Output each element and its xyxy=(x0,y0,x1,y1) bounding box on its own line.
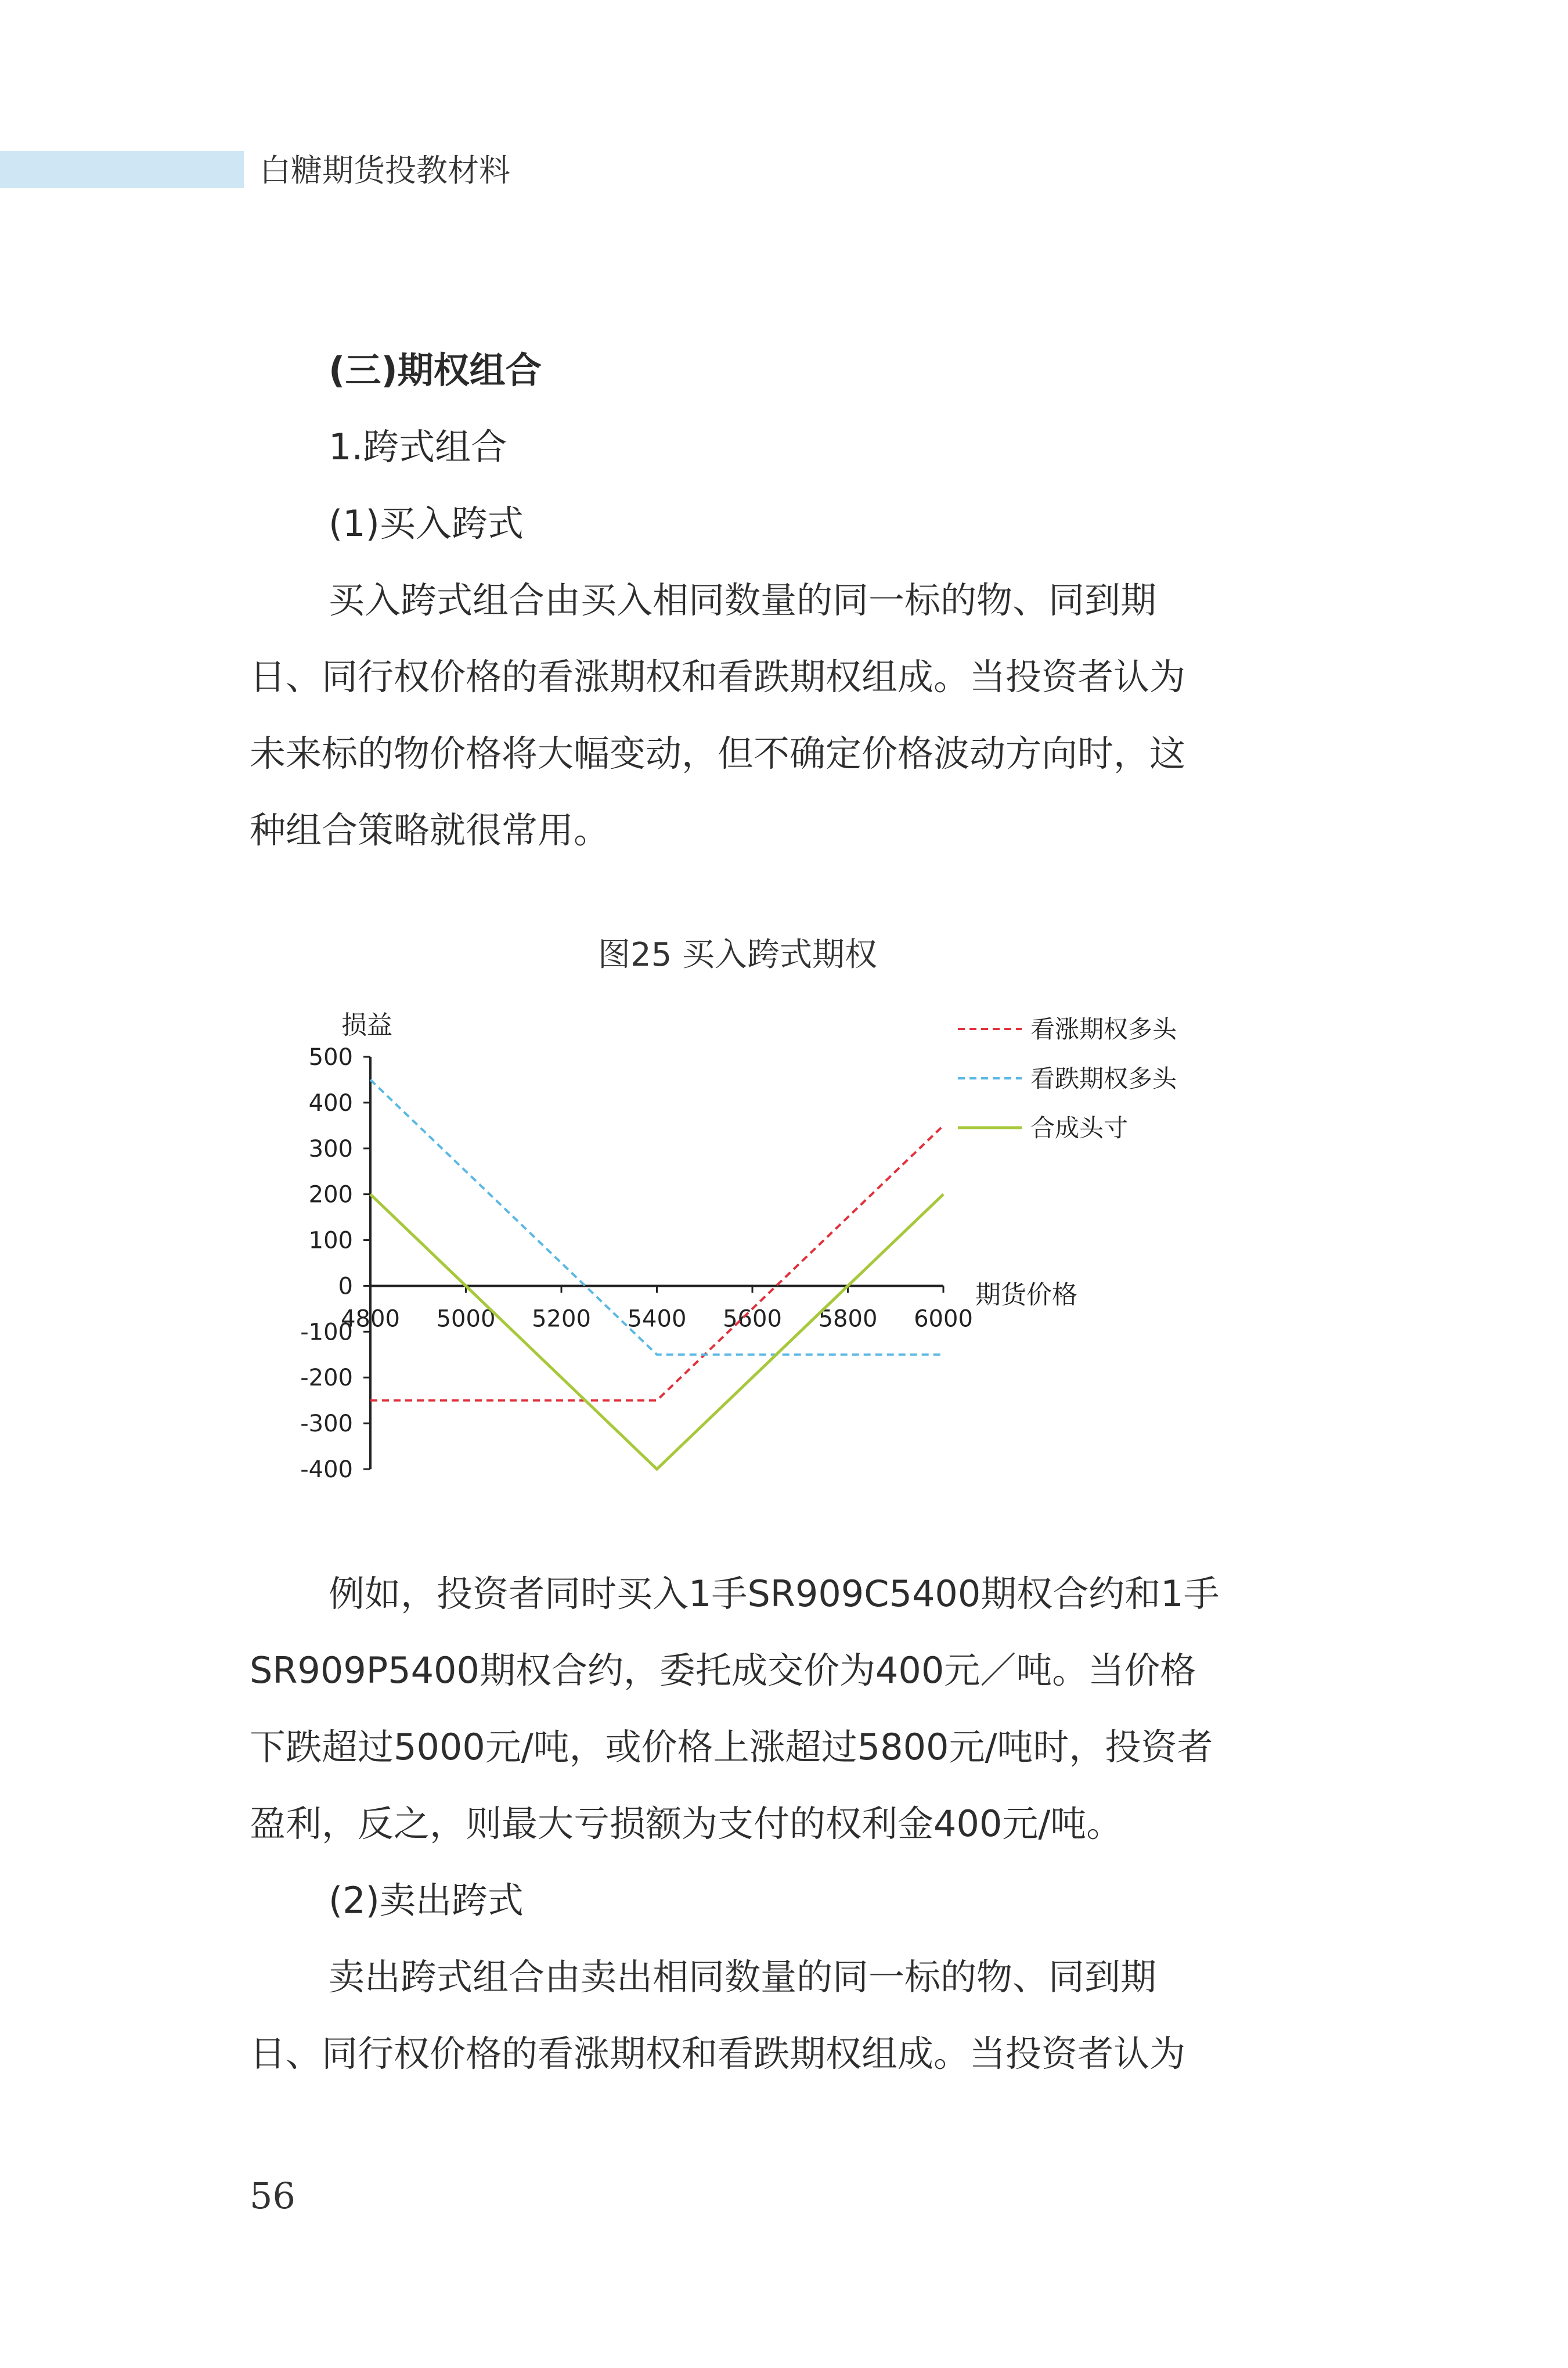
x-tick-label: 4800 xyxy=(341,1305,400,1333)
paragraph-2-line: 例如，投资者同时买入1手SR909C5400期权合约和1手 xyxy=(329,1572,1220,1615)
legend-label: 合成头寸 xyxy=(1030,1114,1129,1142)
x-tick-label: 5200 xyxy=(532,1305,591,1333)
x-tick-label: 5600 xyxy=(723,1305,782,1333)
y-tick-label: 100 xyxy=(308,1227,353,1254)
legend-label: 看涨期权多头 xyxy=(1030,1015,1177,1043)
y-tick-label: 500 xyxy=(308,1044,353,1071)
paragraph-2-line: 下跌超过5000元/吨，或价格上涨超过5800元/吨时，投资者 xyxy=(250,1726,1213,1768)
y-axis-title: 损益 xyxy=(341,1010,392,1040)
header-band xyxy=(0,151,244,188)
series-line xyxy=(370,1125,943,1400)
subheading: 1.跨式组合 xyxy=(329,426,507,468)
paragraph-1-line: 种组合策略就很常用。 xyxy=(250,809,610,851)
x-axis-title: 期货价格 xyxy=(975,1280,1077,1310)
y-tick-label: 300 xyxy=(308,1135,353,1163)
chart-series xyxy=(370,1079,943,1469)
y-tick-label: -200 xyxy=(300,1365,353,1392)
y-tick-label: 0 xyxy=(338,1273,353,1300)
chart-axes xyxy=(370,1057,943,1469)
x-tick-label: 5000 xyxy=(436,1305,496,1333)
chart-legend xyxy=(958,1015,1177,1142)
paragraph-1-line: 未来标的物价格将大幅变动，但不确定价格波动方向时，这 xyxy=(250,732,1186,775)
x-tick-label: 6000 xyxy=(914,1305,973,1333)
figure-title: 图25 买入跨式期权 xyxy=(598,936,878,974)
paragraph-1-line: 日、同行权价格的看涨期权和看跌期权组成。当投资者认为 xyxy=(250,656,1186,698)
page-number: 56 xyxy=(250,2175,295,2217)
y-tick-label: 400 xyxy=(308,1089,353,1117)
y-tick-label: -100 xyxy=(300,1319,353,1346)
item-heading-buy-straddle: (1)买入跨式 xyxy=(329,502,524,545)
chart-ticks xyxy=(300,1010,1077,1483)
paragraph-3-line: 卖出跨式组合由卖出相同数量的同一标的物、同到期 xyxy=(329,1956,1157,1998)
straddle-payoff-chart xyxy=(244,993,1254,1527)
y-tick-label: -300 xyxy=(300,1410,353,1438)
section-heading: (三)期权组合 xyxy=(329,349,542,391)
paragraph-3-line: 日、同行权价格的看涨期权和看跌期权组成。当投资者认为 xyxy=(250,2032,1186,2075)
x-tick-label: 5400 xyxy=(627,1305,687,1333)
legend-label: 看跌期权多头 xyxy=(1030,1064,1177,1093)
x-tick-label: 5800 xyxy=(818,1305,878,1333)
paragraph-1-line: 买入跨式组合由买入相同数量的同一标的物、同到期 xyxy=(329,579,1157,621)
paragraph-2-line: 盈利，反之，则最大亏损额为支付的权利金400元/吨。 xyxy=(250,1802,1123,1845)
running-header: 白糖期货投教材料 xyxy=(259,152,510,189)
item-heading-sell-straddle: (2)卖出跨式 xyxy=(329,1879,524,1921)
paragraph-2-line: SR909P5400期权合约，委托成交价为400元／吨。当价格 xyxy=(250,1649,1196,1692)
y-tick-label: -400 xyxy=(300,1456,353,1483)
y-tick-label: 200 xyxy=(308,1181,353,1208)
